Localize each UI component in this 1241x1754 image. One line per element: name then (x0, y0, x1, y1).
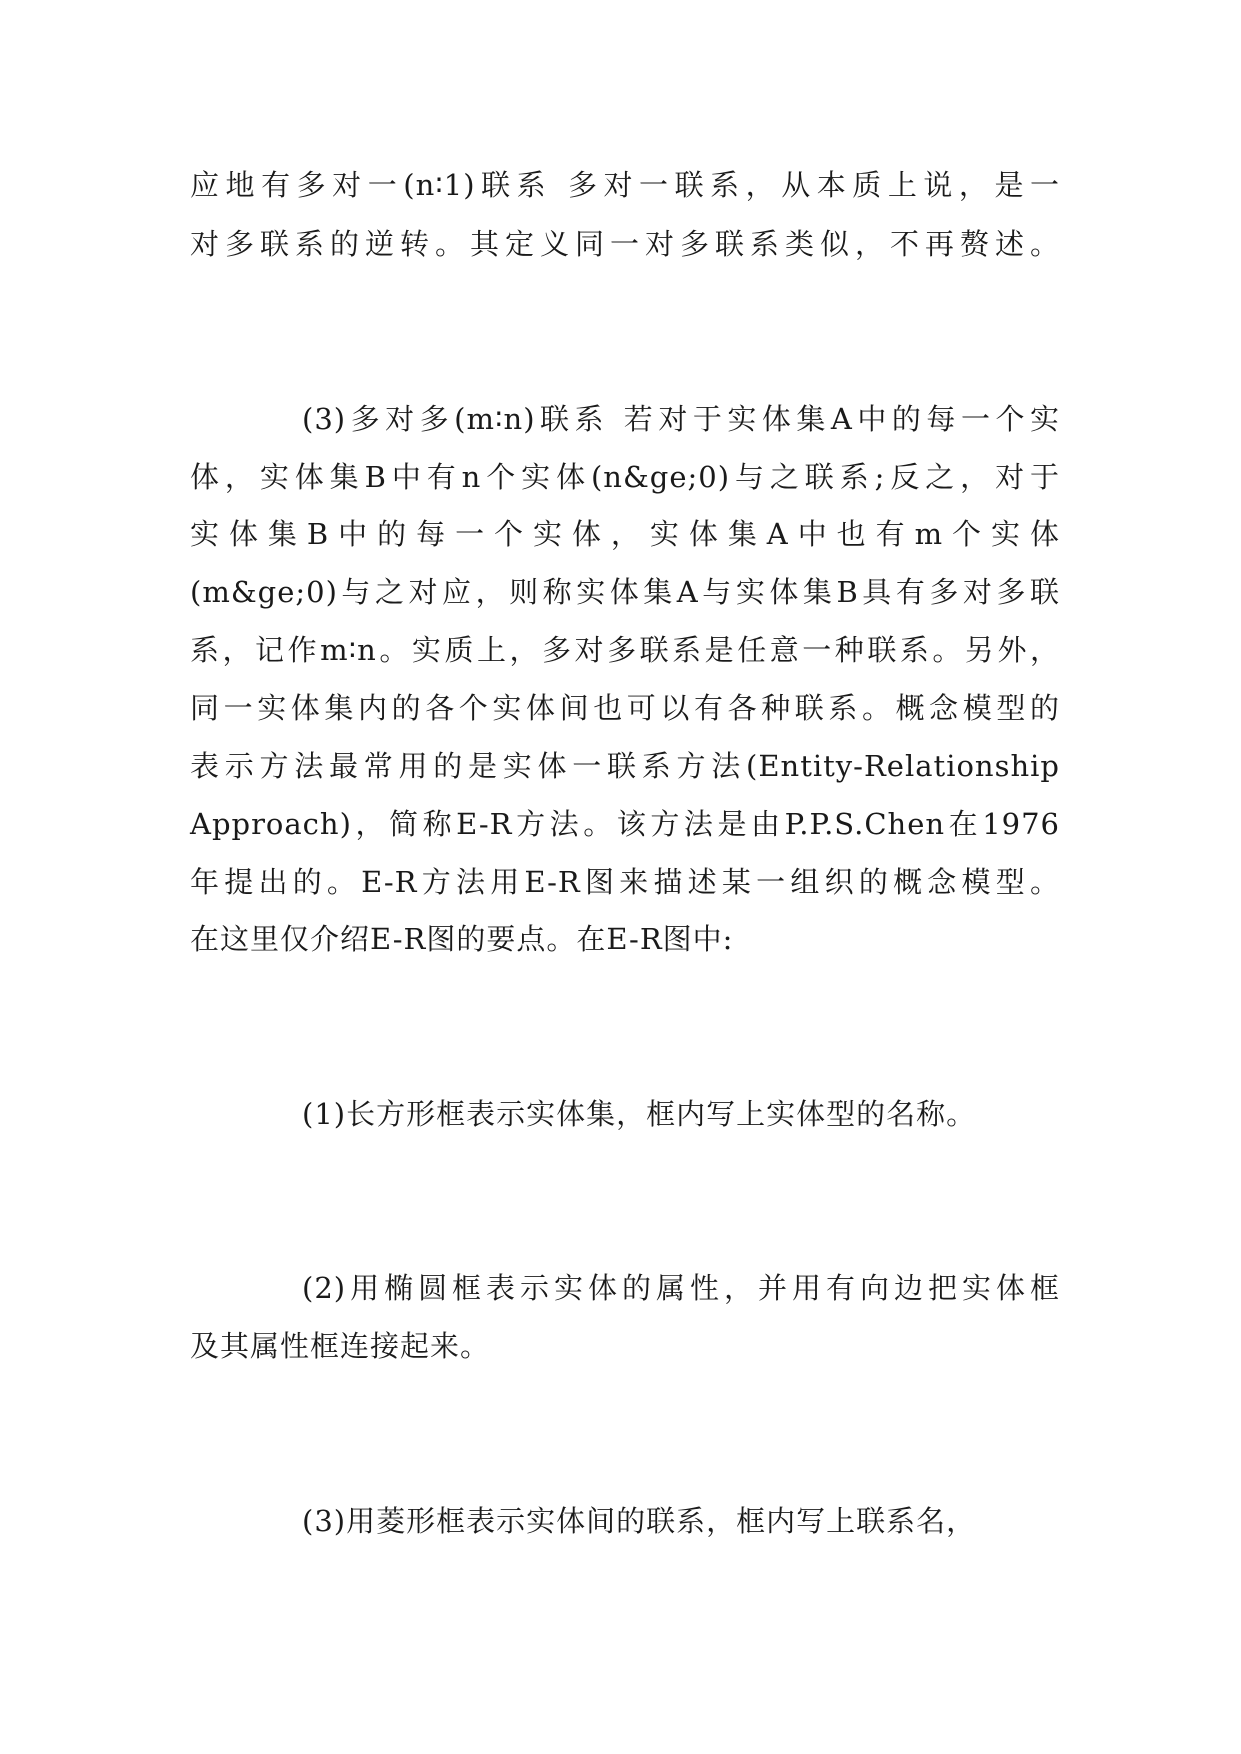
text-line: 及其属性框连接起来。 (190, 1329, 491, 1363)
text-line: 同一实体集内的各个实体间也可以有各种联系。概念模型的 (190, 691, 1060, 725)
text-line: (3)多对多(m∶n)联系 若对于实体集A中的每一个实 (302, 402, 1060, 436)
text-line: 对多联系的逆转。其定义同一对多联系类似，不再赘述。 (190, 227, 1060, 261)
text-line: 系，记作m∶n。实质上，多对多联系是任意一种联系。另外， (190, 633, 1060, 667)
text-line: Approach)，简称E-R方法。该方法是由P.P.S.Chen在1976 (190, 807, 1060, 841)
text-line: 表示方法最常用的是实体一联系方法(Entity-Relationship (190, 749, 1060, 783)
text-line: 在这里仅介绍E-R图的要点。在E-R图中: (190, 922, 734, 956)
text-line: 应地有多对一(n∶1)联系 多对一联系，从本质上说，是一 (190, 168, 1060, 202)
text-line: 体，实体集B中有n个实体(n&ge;0)与之联系;反之，对于 (190, 460, 1060, 494)
text-line: 实体集B中的每一个实体，实体集A中也有m个实体 (190, 517, 1060, 551)
text-line: (1)长方形框表示实体集，框内写上实体型的名称。 (302, 1097, 977, 1131)
text-line: (2)用椭圆框表示实体的属性，并用有向边把实体框 (302, 1271, 1060, 1305)
text-line: 年提出的。E-R方法用E-R图来描述某一组织的概念模型。 (190, 865, 1060, 899)
text-line: (3)用菱形框表示实体间的联系，框内写上联系名， (302, 1504, 977, 1538)
text-line: (m&ge;0)与之对应，则称实体集A与实体集B具有多对多联 (190, 575, 1060, 609)
